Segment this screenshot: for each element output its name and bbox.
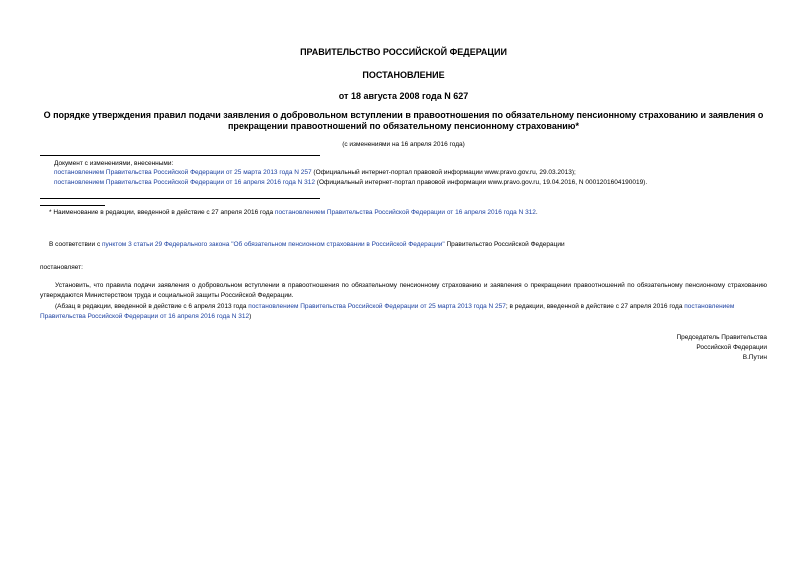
document-type-heading: ПОСТАНОВЛЕНИЕ bbox=[362, 70, 445, 80]
basis-suffix: Правительство Российской Федерации bbox=[444, 241, 565, 248]
document-title: О порядке утверждения правил подачи заявления о добровольном вступлении в правоотношения по обязательному пенсионному страхованию и заявления о прекращении правоотношений по обязательному пенсионному страхованию* bbox=[43, 110, 764, 132]
note-middle: ; в редакции, введенной в действие с 27 апреля 2016 года bbox=[505, 303, 685, 310]
changes-item bbox=[54, 168, 774, 177]
footnote-link[interactable]: постановлением Правительства Российской Федерации от 16 апреля 2016 года N 312 bbox=[274, 209, 536, 216]
footnote bbox=[49, 209, 769, 218]
revision-note: (с изменениями на 16 апреля 2016 года) bbox=[342, 141, 465, 148]
footnote-end: . bbox=[535, 209, 538, 216]
document-date-number: от 18 августа 2008 года N 627 bbox=[338, 91, 469, 101]
changes-top-divider bbox=[40, 155, 320, 156]
amendment-link-2016[interactable]: постановлением Правительства Российской Федерации от 16 апреля 2016 года N 312 bbox=[54, 178, 315, 186]
note-prefix: (Абзац в редакции, введенной в действие с 6 апреля 2013 года bbox=[55, 303, 249, 310]
note-end: ) bbox=[249, 312, 252, 320]
establish-paragraph: Установить, что правила подачи заявления о добровольном вступлении в правоотношения по обязательному пенсионному страхованию и заявления о прекращении правоотношений по обязательному пенсионному страхованию утверждаются Министерством труда и социальной защиты Российской Федерации. bbox=[40, 282, 767, 299]
note-link-2016[interactable]: постановлением Правительства Российской Федерации от 16 апреля 2016 года N 312 bbox=[40, 303, 735, 320]
signature-country: Российской Федерации bbox=[696, 344, 767, 352]
federal-law-link[interactable]: пунктом 3 статьи 29 Федерального закона "Об обязательном пенсионном страховании в Российской Федерации" bbox=[102, 241, 445, 248]
paragraph-revision-note bbox=[40, 302, 767, 322]
government-heading: ПРАВИТЕЛЬСТВО РОССИЙСКОЙ ФЕДЕРАЦИИ bbox=[300, 47, 507, 57]
footnote-divider bbox=[40, 205, 105, 206]
note-link-2013[interactable]: постановлением Правительства Российской Федерации от 25 марта 2013 года N 257 bbox=[248, 303, 506, 310]
basis-prefix: В соответствии с bbox=[49, 241, 103, 248]
changes-block bbox=[54, 159, 774, 187]
basis-paragraph bbox=[40, 240, 767, 250]
footnote-text: * Наименование в редакции, введенной в действие с 27 апреля 2016 года bbox=[49, 209, 275, 216]
signature-name: В.Путин bbox=[742, 354, 767, 362]
changes-intro: Документ с изменениями, внесенными: bbox=[54, 160, 174, 167]
amendment-link-2013[interactable]: постановлением Правительства Российской Федерации от 25 марта 2013 года N 257 bbox=[54, 169, 312, 177]
signature-block bbox=[676, 333, 767, 363]
changes-item bbox=[54, 178, 774, 187]
amendment-source-2013: (Официальный интернет-портал правовой информации www.pravo.gov.ru, 29.03.2013); bbox=[311, 169, 576, 177]
amendment-source-2016: (Официальный интернет-портал правовой информации www.pravo.gov.ru, 19.04.2016, N 0001201604190019). bbox=[315, 178, 648, 186]
decree-word: постановляет: bbox=[40, 264, 83, 271]
signature-position: Председатель Правительства bbox=[676, 334, 767, 341]
changes-bottom-divider bbox=[40, 198, 320, 199]
